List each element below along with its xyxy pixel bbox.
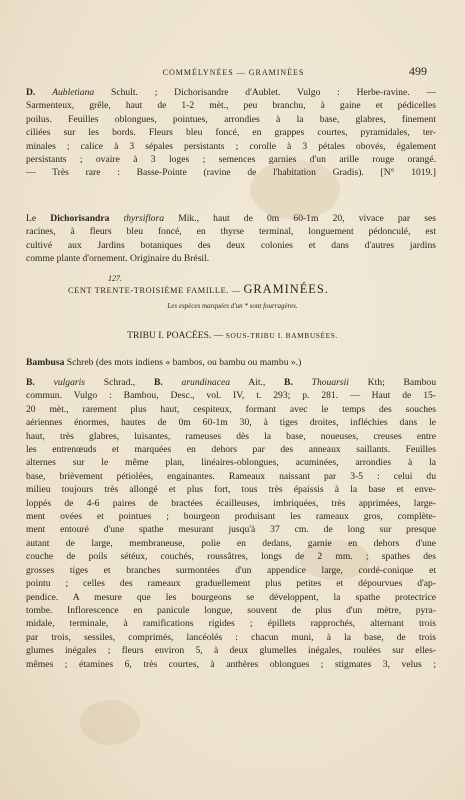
paragraph-d-aubletiana: D. Aubletiana Schult. ; Dichorisandre d'Aublet. Vulgo : Herbe-ravine. — Sarmenteux, grêle, haut de 1-2 mèt., peu branchu, à gaine et pédicelles poilus. Feuilles oblongues, pointues, arrondies à la base, glabres, finement ciliées sur les bords. Fleurs bleu foncé, en grappes courtes, pyramidales, ter- minales ; calice à 3 sépales persistants ; corolle à 3 pétales obovés, également persistants ; ovaire à 3 loges ; semences garnies d'un arille rouge orangé. — Très rare : Basse-Pointe (ravine de l'habitation Gradis). [N° 1019.]: [26, 87, 436, 179]
foxing-stain: [80, 700, 140, 745]
paragraph-bambusa-genus: Bambusa Schreb (des mots indiens « bambos, ou bambu ou mambu ».): [26, 357, 302, 368]
species-epithet: Aubletiana: [52, 87, 95, 98]
running-head: COMMÉLYNÉES — GRAMINÉES: [162, 68, 305, 77]
page-header: [40, 66, 427, 80]
paragraph-d-thyrsiflora: Le Dichorisandra thyrsiflora Mik., haut de 0m 60-1m 20, vivace par ses racines, à fleurs bleu foncé, en thyrse terminal, longuement pédonculé, est cultivé aux Jardins botaniques des deux colonies et dans d'autres jardins comme plante d'ornement. Originaire du Brésil.: [26, 213, 436, 265]
forage-note: Les espèces marquées d'un * sont fourragères.: [167, 302, 298, 310]
page-number: 499: [409, 64, 427, 78]
species-abbr: D.: [26, 87, 36, 98]
family-number: 127.: [108, 274, 122, 283]
tribe-heading: TRIBU I. POACÉES. — SOUS-TRIBU I. BAMBUSÉES.: [127, 330, 338, 341]
scanned-page: COMMÉLYNÉES — GRAMINÉES 499 D. Aubletiana Schult. ; Dichorisandre d'Aublet. Vulgo : Herbe-ravine. — Sarmenteux, grêle, haut de 1-2 mèt., peu branchu, à gaine et pédicelles poilus. Feuilles oblongues, pointues, arrondies à la base, glabres, finement ciliées sur les bords. Fleurs bleu foncé, en grappes courtes, pyramidales, ter- minales ; calice à 3 sépales persistants ; corolle à 3 pétales obovés, également persistants ; ovaire à 3 loges ; semences garnies d'un arille rouge orangé. — Très rare : Basse-Pointe (ravine de l'habitation Gradis). [N° 1019.] Le Dichorisandra thyrsiflora Mik., haut de 0m 60-1m 20, vivace par ses racines, à fleurs bleu foncé, en thyrse terminal, longuement pédonculé, est cultivé aux Jardins botaniques des deux colonies et dans d'autres jardins comme plante d'ornement. Originaire du Brésil. 127. CENT TRENTE-TROISIÈME FAMILLE. — GRAMINÉES. Les espèces marquées d'un * sont fourragères. TRIBU I. POACÉES. — SOUS-TRIBU I. BAMBUSÉES. Bambusa Schreb (des mots indiens « bambos, ou bambu ou mambu ».) B. vulgaris Schrad., B. arundinacea Ait., B. Thouarsii Kth; Bambou commun. Vulgo : Bambou, Desc., vol. IV, t. 293; p. 281. — Haut de 15- 20 mèt., rarement plus haut, cespiteux, formant avec le temps des souches aériennes énormes, hautes de 0m 60-1m 30, à tiges droites, infléchies dans le haut, très glabres, luisantes, rameuses dès la base, noueuses, creuses entre les entrenœuds et marquées en dehors par des anneaux saillants. Feuilles alternes sur le même plan, linéaires-oblongues, acuminées, arrondies à la base, brièvement pétiolées, engainantes. Rameaux naissant par 3-5 : celui du milieu toujours très allongé et plus fort, tous très épaissis à la base et enve- loppés de 4-6 paires de bractées écailleuses, imbriquées, très apprimées, large- ment ovées et pointues ; bourgeon produisant les rameaux gros, complète- ment entouré d'une spathe mesurant jusqu'à 37 cm. de long sur presque autant de large, membraneuse, polie en dedans, garnie en dehors d'une couche de poils sétéux, couchés, roussâtres, longs de 2 mm. ; spathes des grosses tiges et branches surmontées d'un appendice large, cordé-conique et pointu ; celles des rameaux graduellement plus petites et dépourvues d'ap- pendice. A mesure que les bourgeons se développent, la spathe protectrice tombe. Inflorescence en panicule longue, souvent de plus d'un mètre, pyra- midale, terminale, à ramifications rigides ; épillets rapprochés, alternant trois par trois, sessiles, comprimés, lancéolés : chacun muni, à la base, de trois glumes inégales ; fleurs environ 5, à deux glumelles inégales, roulées sur elles- mêmes ; étamines 6, très courtes, à anthères oblongues ; stigmates 3, velus ;: [0, 0, 465, 800]
family-name: GRAMINÉES.: [243, 282, 329, 296]
paragraph-b-vulgaris: B. vulgaris Schrad., B. arundinacea Ait., B. Thouarsii Kth; Bambou commun. Vulgo : Bambou, Desc., vol. IV, t. 293; p. 281. — Haut de 15- 20 mèt., rarement plus haut, cespiteux, formant avec le temps des souches aériennes énormes, hautes de 0m 60-1m 30, à tiges droites, infléchies dans le haut, très glabres, luisantes, rameuses dès la base, noueuses, creuses entre les entrenœuds et marquées en dehors par des anneaux saillants. Feuilles alternes sur le même plan, linéaires-oblongues, acuminées, arrondies à la base, brièvement pétiolées, engainantes. Rameaux naissant par 3-5 : celui du milieu toujours très allongé et plus fort, tous très épaissis à la base et enve- loppés de 4-6 paires de bractées écailleuses, imbriquées, très apprimées, large- ment ovées et pointues ; bourgeon produisant les rameaux gros, complète- ment entouré d'une spathe mesurant jusqu'à 37 cm. de long sur presque autant de large, membraneuse, polie en dedans, garnie en dehors d'une couche de poils sétéux, couchés, roussâtres, longs de 2 mm. ; spathes des grosses tiges et branches surmontées d'un appendice large, cordé-conique et pointu ; celles des rameaux graduellement plus petites et dépourvues d'ap- pendice. A mesure que les bourgeons se développent, la spathe protectrice tombe. Inflorescence en panicule longue, souvent de plus d'un mètre, pyra- midale, terminale, à ramifications rigides ; épillets rapprochés, alternant trois par trois, sessiles, comprimés, lancéolés : chacun muni, à la base, de trois glumes inégales ; fleurs environ 5, à deux glumelles inégales, roulées sur elles- mêmes ; étamines 6, très courtes, à anthères oblongues ; stigmates 3, velus ;: [26, 377, 436, 670]
